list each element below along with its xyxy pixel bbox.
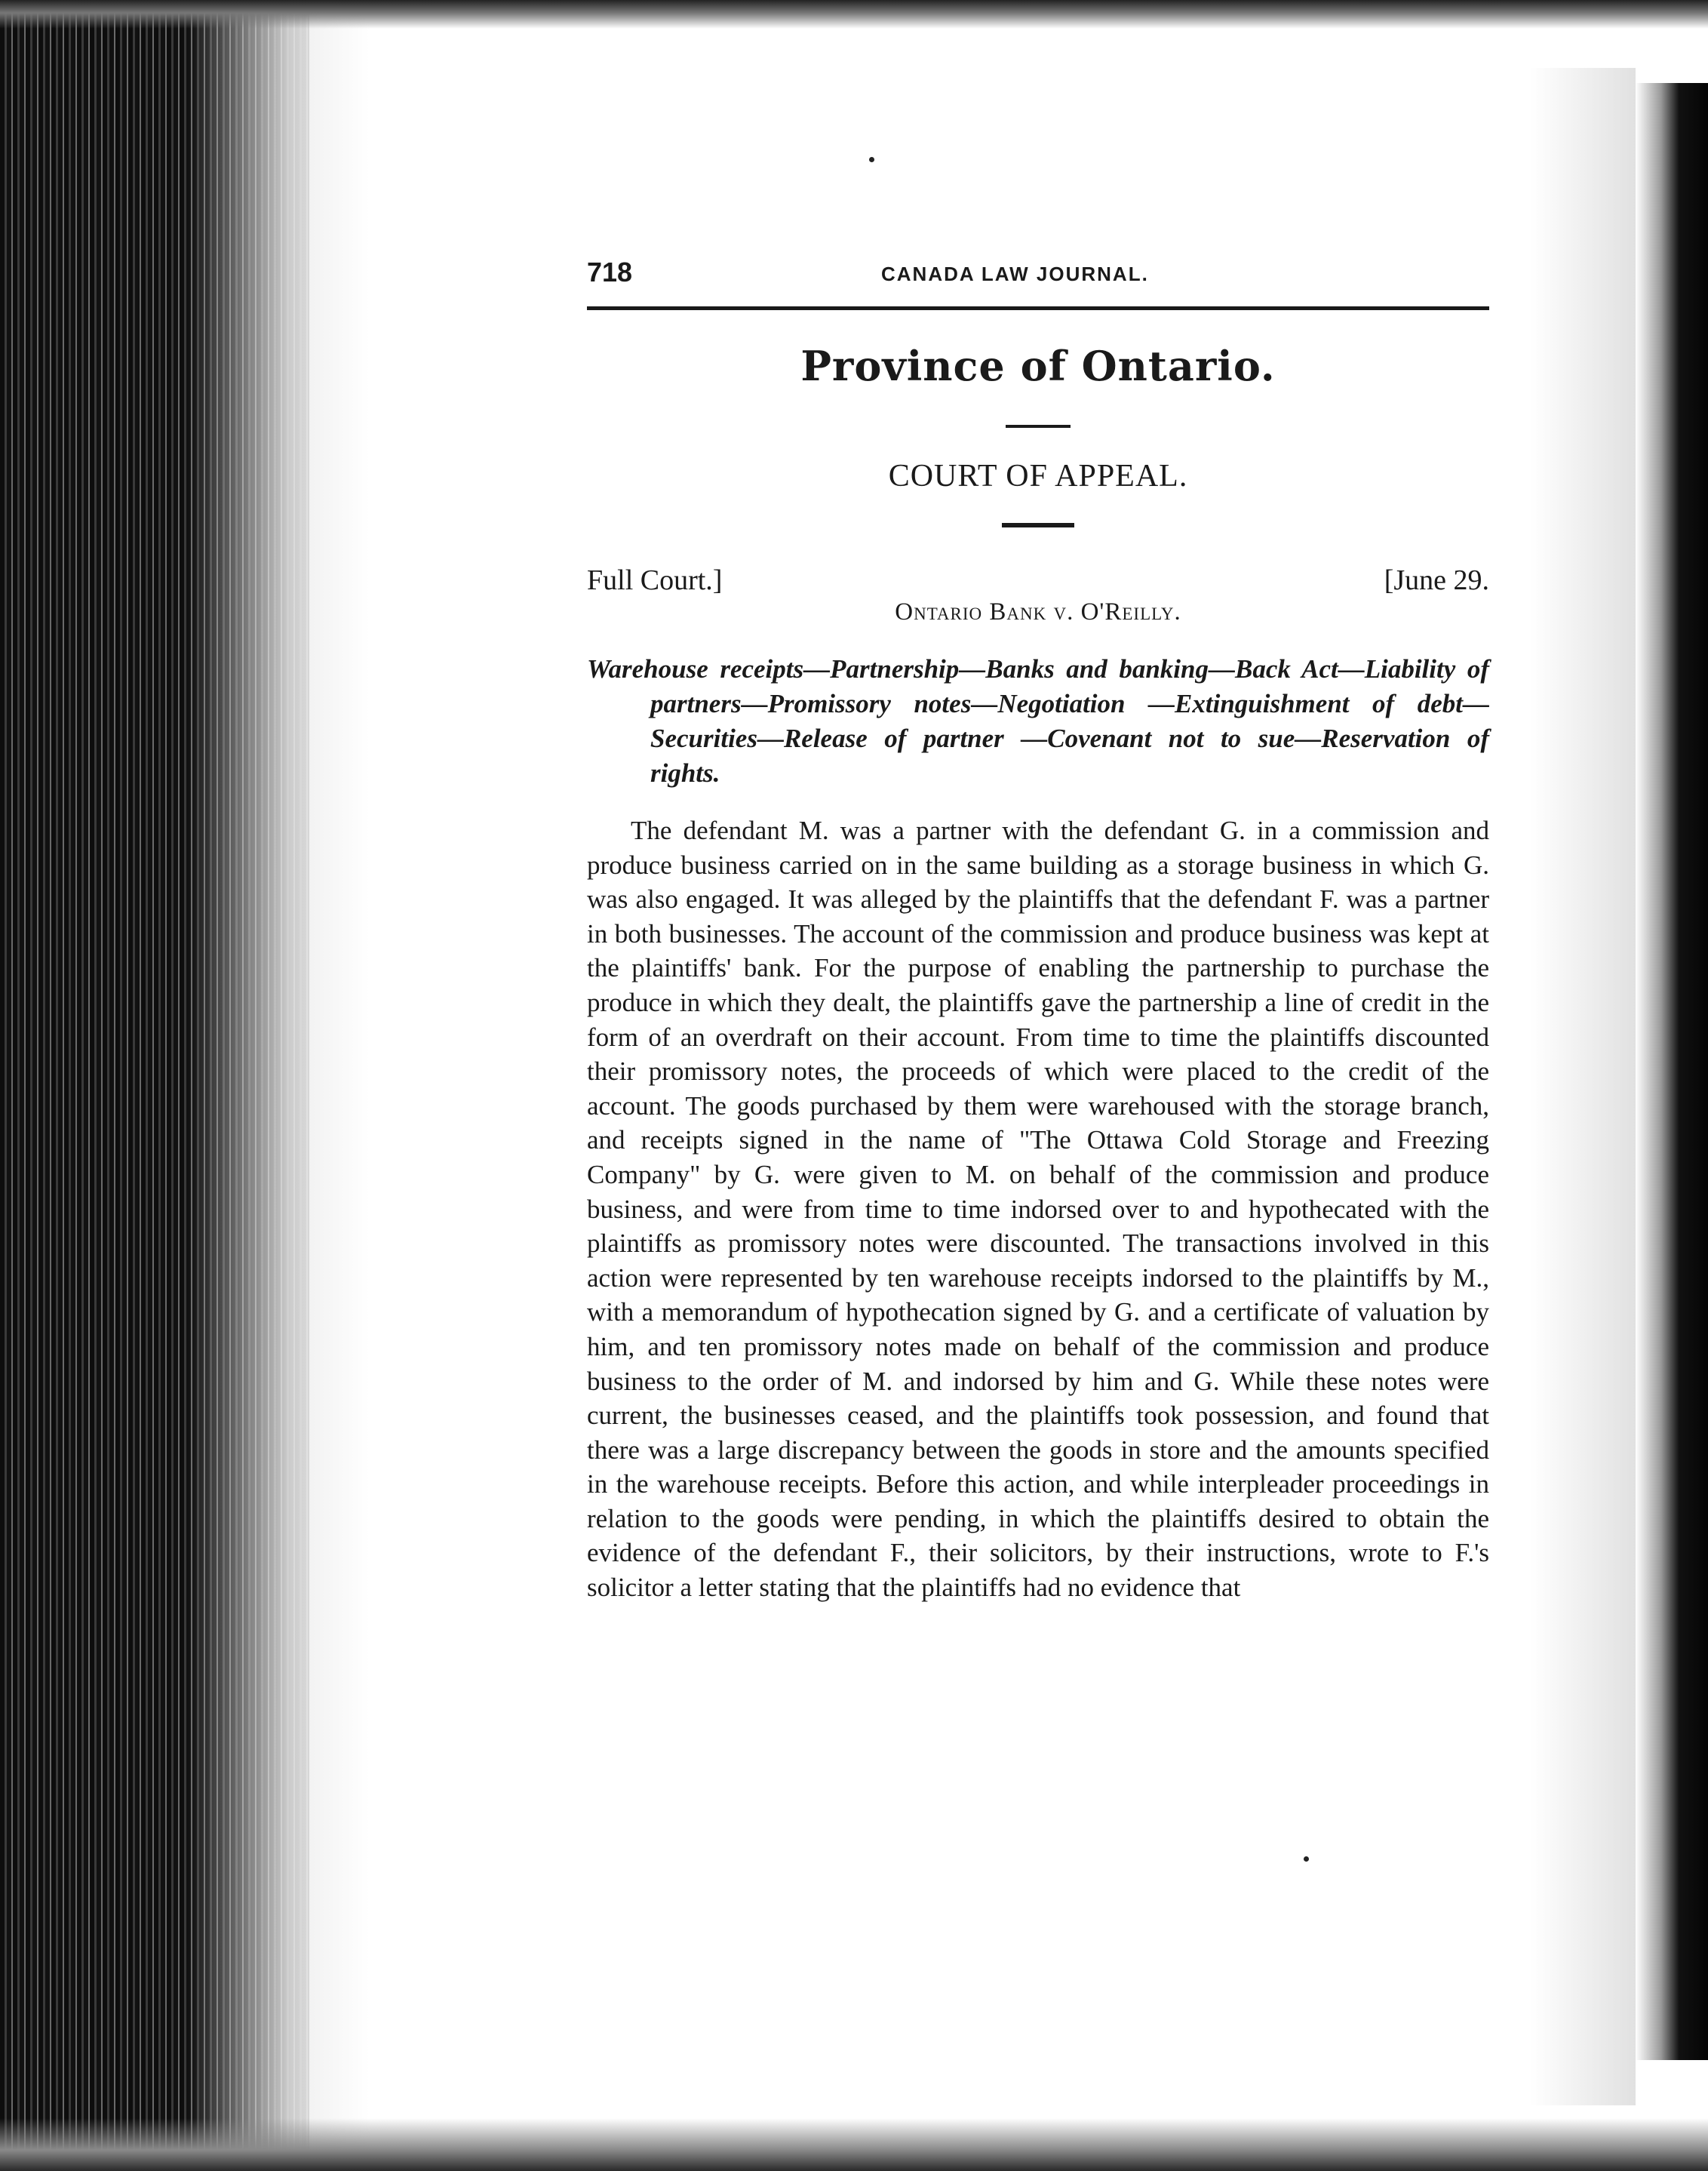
case-name: Ontario Bank v. O'Reilly. <box>895 598 1181 626</box>
case-meta-row <box>587 564 1489 603</box>
page-number: 718 <box>587 257 633 288</box>
bottom-scan-edge <box>0 2118 1708 2171</box>
right-scan-edge <box>1636 83 1708 2060</box>
scan-speck <box>1304 1856 1309 1862</box>
decision-date: [June 29. <box>1384 564 1489 596</box>
journal-title: CANADA LAW JOURNAL. <box>881 263 1149 285</box>
court-divider <box>1002 523 1074 527</box>
section-heading: Province of Ontario. <box>800 342 1276 390</box>
page-curl-shadow <box>1530 68 1636 2105</box>
section-divider <box>1006 425 1071 428</box>
bench-label: Full Court.] <box>587 564 723 596</box>
running-head <box>587 257 1489 302</box>
header-rule <box>587 306 1489 310</box>
headnote: Warehouse receipts—Partnership—Banks and banking—Back Act—Liability of partners—Promissory notes—Negotiation —Extinguishment of debt—Securities—Release of partner —Covenant not to sue—Reservation of rights. <box>587 654 1489 788</box>
top-scan-edge <box>0 0 1708 29</box>
journal-page <box>587 257 1489 1605</box>
scan-speck <box>869 157 874 162</box>
court-heading: COURT OF APPEAL. <box>888 459 1188 494</box>
binding-shadow <box>189 0 370 2171</box>
body-paragraph: The defendant M. was a partner with the defendant G. in a commission and produce business carried on in the same building as a storage business in which G. was also engaged. It was alleged by the plaintiffs that the defendant F. was a partner in both businesses. The account of the commission and produce business was kept at the plaintiffs' bank. For the purpose of enabling the partnership to purchase the produce in which they dealt, the plaintiffs gave the partnership a line of credit in the form of an overdraft on their account. From time to time the plaintiffs discounted their promissory notes, the proceeds of which were placed to the credit of the account. The goods purchased by them were warehoused with the storage branch, and receipts signed in the name of "The Ottawa Cold Storage and Freezing Company" by G. were given to M. on behalf of the commission and produce business, and were from time to time indorsed over to and hypothecated with the plaintiffs as promissory notes were discounted. The transactions involved in this action were represented by ten warehouse receipts indorsed to the plaintiffs by M., with a memorandum of hypothecation signed by G. and a certificate of valuation by him, and ten promissory notes made on behalf of the commission and produce business to the order of M. and indorsed by him and G. While these notes were current, the businesses ceased, and the plaintiffs took possession, and found that there was a large discrepancy between the goods in store and the amounts specified in the warehouse receipts. Before this action, and while interpleader proceedings in relation to the goods were pending, in which the plaintiffs desired to obtain the evidence of the defendant F., their solicitors, by their instructions, wrote to F.'s solicitor a letter stating that the plaintiffs had no evidence that <box>587 816 1489 1603</box>
